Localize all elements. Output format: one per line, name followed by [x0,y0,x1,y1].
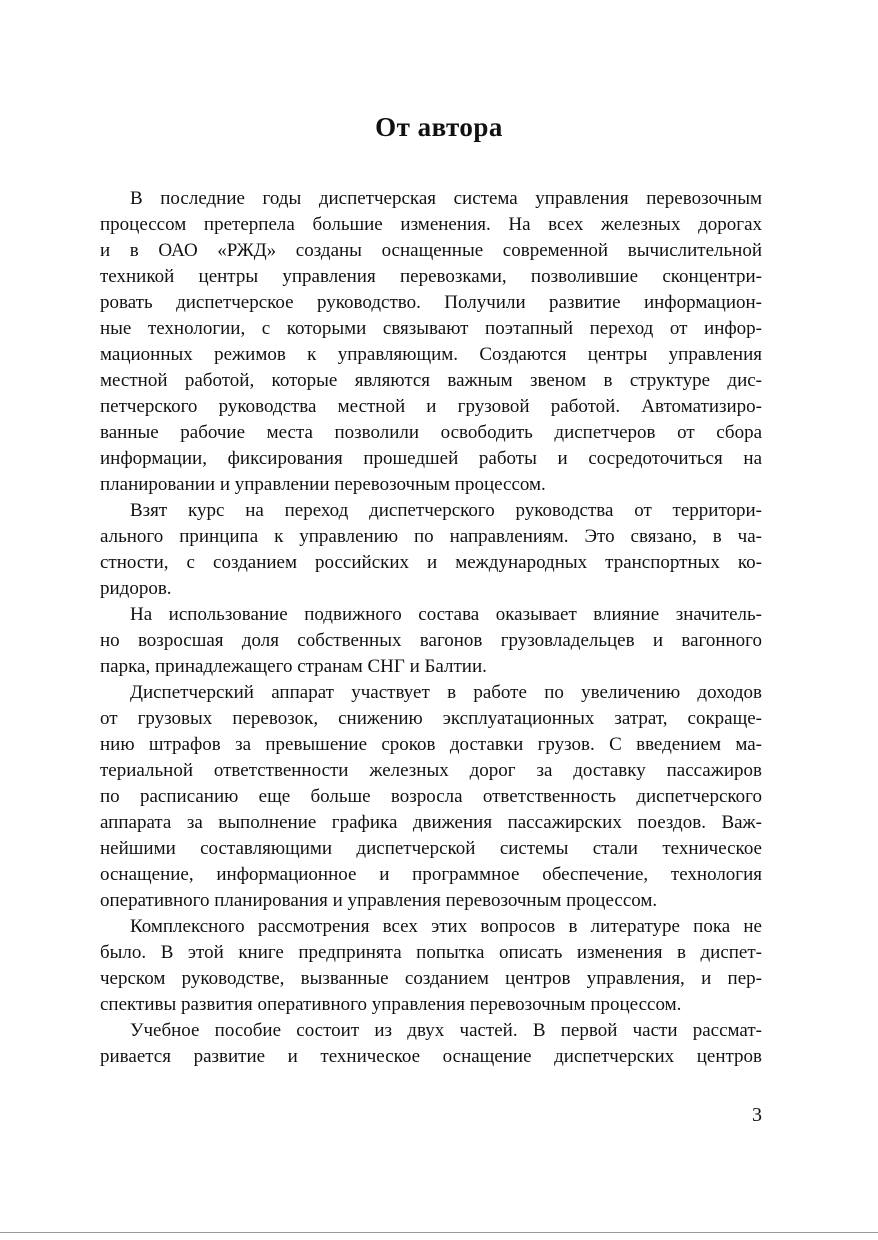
text-line: На использование подвижного состава оказывает влияние значитель- [130,604,762,625]
text-line: В последние годы диспетчерская система управления перевозочным [130,188,762,209]
paragraph-2 [100,498,762,602]
text-line: оснащение, информационное и программное обеспечение, технология [100,864,762,885]
paragraph-4 [100,680,762,914]
paragraph-5 [100,914,762,1018]
text-line: ального принципа к управлению по направлениям. Это связано, в ча- [100,526,762,547]
page-title: От автора [375,112,503,142]
text-line: черском руководстве, вызванные созданием центров управления, и пер- [100,968,762,989]
text-line: мационных режимов к управляющим. Создаются центры управления [100,344,762,365]
text-line: Комплексного рассмотрения всех этих вопросов в литературе пока не [130,916,762,937]
text-line: ридоров. [100,578,172,599]
text-line: техникой центры управления перевозками, позволившие сконцентри- [100,266,762,287]
paragraph-1 [100,186,762,498]
text-line: по расписанию еще больше возросла ответственность диспетчерского [100,786,762,807]
text-line: петчерского руководства местной и грузовой работой. Автоматизиро- [100,396,762,417]
text-line: и в ОАО «РЖД» созданы оснащенные современной вычислительной [100,240,762,261]
text-line: оперативного планирования и управления перевозочным процессом. [100,890,658,911]
text-line: планировании и управлении перевозочным процессом. [100,474,546,495]
text-line: спективы развития оперативного управления перевозочным процессом. [100,994,682,1015]
text-line: было. В этой книге предпринята попытка описать изменения в диспет- [100,942,762,963]
text-line: процессом претерпела большие изменения. На всех железных дорогах [100,214,762,235]
text-line: нию штрафов за превышение сроков доставки грузов. С введением ма- [100,734,762,755]
text-line: информации, фиксирования прошедшей работы и сосредоточиться на [100,448,762,469]
text-line: но возросшая доля собственных вагонов грузовладельцев и вагонного [100,630,762,651]
text-line: местной работой, которые являются важным звеном в структуре дис- [100,370,762,391]
text-line: ванные рабочие места позволили освободить диспетчеров от сбора [100,422,762,443]
body-text [100,186,762,1070]
text-line: ные технологии, с которыми связывают поэтапный переход от инфор- [100,318,762,339]
text-line: Диспетчерский аппарат участвует в работе по увеличению доходов [130,682,762,703]
text-line: парка, принадлежащего странам СНГ и Балтии. [100,656,487,677]
text-line: от грузовых перевозок, снижению эксплуатационных затрат, сокраще- [100,708,762,729]
text-line: Взят курс на переход диспетчерского руководства от территори- [130,500,762,521]
text-line: Учебное пособие состоит из двух частей. В первой части рассмат- [130,1020,762,1041]
text-line: ривается развитие и техническое оснащение диспетчерских центров [100,1046,762,1067]
text-line: нейшими составляющими диспетчерской системы стали техническое [100,838,762,859]
page-edge-divider [0,1232,878,1233]
text-line: териальной ответственности железных дорог за доставку пассажиров [100,760,762,781]
page-number: 3 [752,1104,762,1126]
paragraph-3 [100,602,762,680]
paragraph-6 [100,1018,762,1070]
text-line: стности, с созданием российских и международных транспортных ко- [100,552,762,573]
text-line: ровать диспетчерское руководство. Получили развитие информацион- [100,292,762,313]
text-line: аппарата за выполнение графика движения пассажирских поездов. Важ- [100,812,762,833]
